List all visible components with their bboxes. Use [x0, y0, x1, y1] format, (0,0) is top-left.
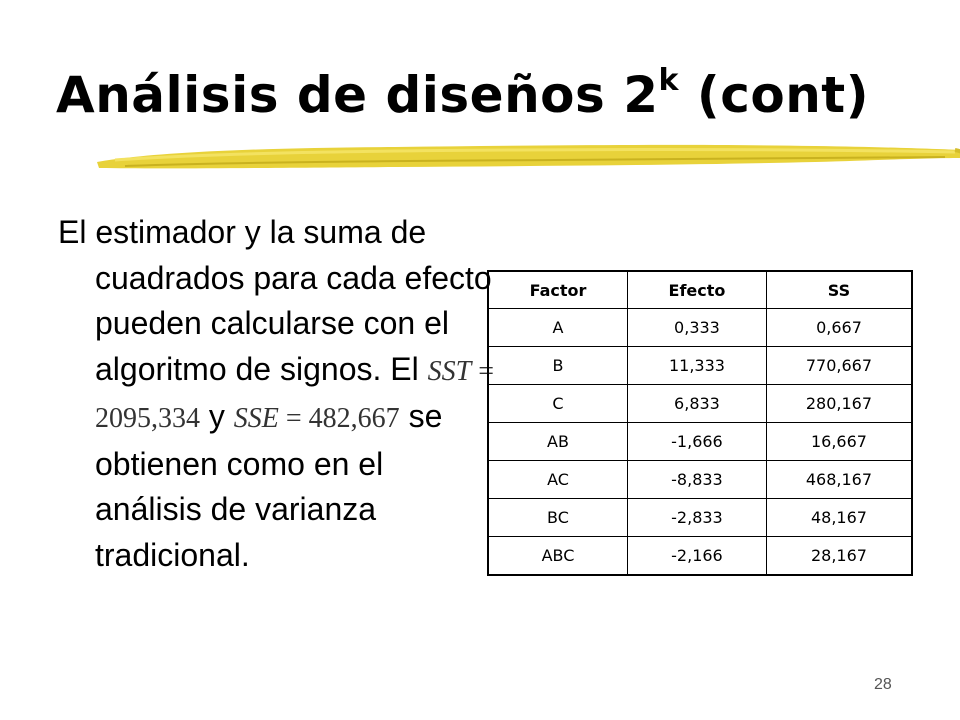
- body-text-part-1: El estimador y la suma de cuadrados para cada efecto pueden calcularse con el algoritmo de signos. El: [58, 214, 492, 387]
- sse-expression: [234, 403, 400, 434]
- ss-cell: 48,167: [766, 499, 912, 537]
- slide-title: [56, 63, 870, 124]
- table-row: [488, 461, 912, 499]
- ss-cell: 0,667: [766, 309, 912, 347]
- sse-label: SSE: [233, 403, 279, 434]
- header-efecto: Efecto: [627, 271, 766, 309]
- table-row: [488, 423, 912, 461]
- sst-value: = 2095,334: [95, 355, 494, 434]
- table-row: [488, 385, 912, 423]
- header-ss: SS: [766, 271, 912, 309]
- factor-cell: BC: [488, 499, 627, 537]
- body-paragraph: [58, 210, 495, 578]
- efecto-cell: 11,333: [627, 347, 766, 385]
- yellow-brush-stroke: [95, 136, 960, 180]
- table-row: [488, 347, 912, 385]
- ss-cell: 16,667: [766, 423, 912, 461]
- efecto-cell: -1,666: [627, 423, 766, 461]
- effects-table: [487, 270, 913, 576]
- title-main: Análisis de diseños 2: [56, 66, 659, 124]
- efecto-cell: -2,166: [627, 537, 766, 576]
- efecto-cell: 6,833: [627, 385, 766, 423]
- factor-cell: A: [488, 309, 627, 347]
- efecto-cell: -8,833: [627, 461, 766, 499]
- efecto-cell: 0,333: [627, 309, 766, 347]
- body-text-part-2: se obtienen como en el análisis de varianza tradicional.: [95, 398, 443, 573]
- factor-cell: ABC: [488, 537, 627, 576]
- header-factor: Factor: [488, 271, 627, 309]
- sse-value: = 482,667: [278, 403, 400, 434]
- factor-cell: AC: [488, 461, 627, 499]
- title-tail: (cont): [678, 66, 870, 124]
- efecto-cell: -2,833: [627, 499, 766, 537]
- factor-cell: C: [488, 385, 627, 423]
- ss-cell: 28,167: [766, 537, 912, 576]
- page-number: 28: [874, 676, 892, 693]
- table-row: [488, 499, 912, 537]
- factor-cell: B: [488, 347, 627, 385]
- title-superscript: k: [658, 63, 679, 99]
- ss-cell: 280,167: [766, 385, 912, 423]
- table-row: [488, 537, 912, 576]
- sst-label: SST: [427, 355, 472, 387]
- table-row: [488, 309, 912, 347]
- ss-cell: 468,167: [766, 461, 912, 499]
- ss-cell: 770,667: [766, 347, 912, 385]
- factor-cell: AB: [488, 423, 627, 461]
- body-text-connector: y: [200, 398, 234, 434]
- table-header-row: [488, 271, 912, 309]
